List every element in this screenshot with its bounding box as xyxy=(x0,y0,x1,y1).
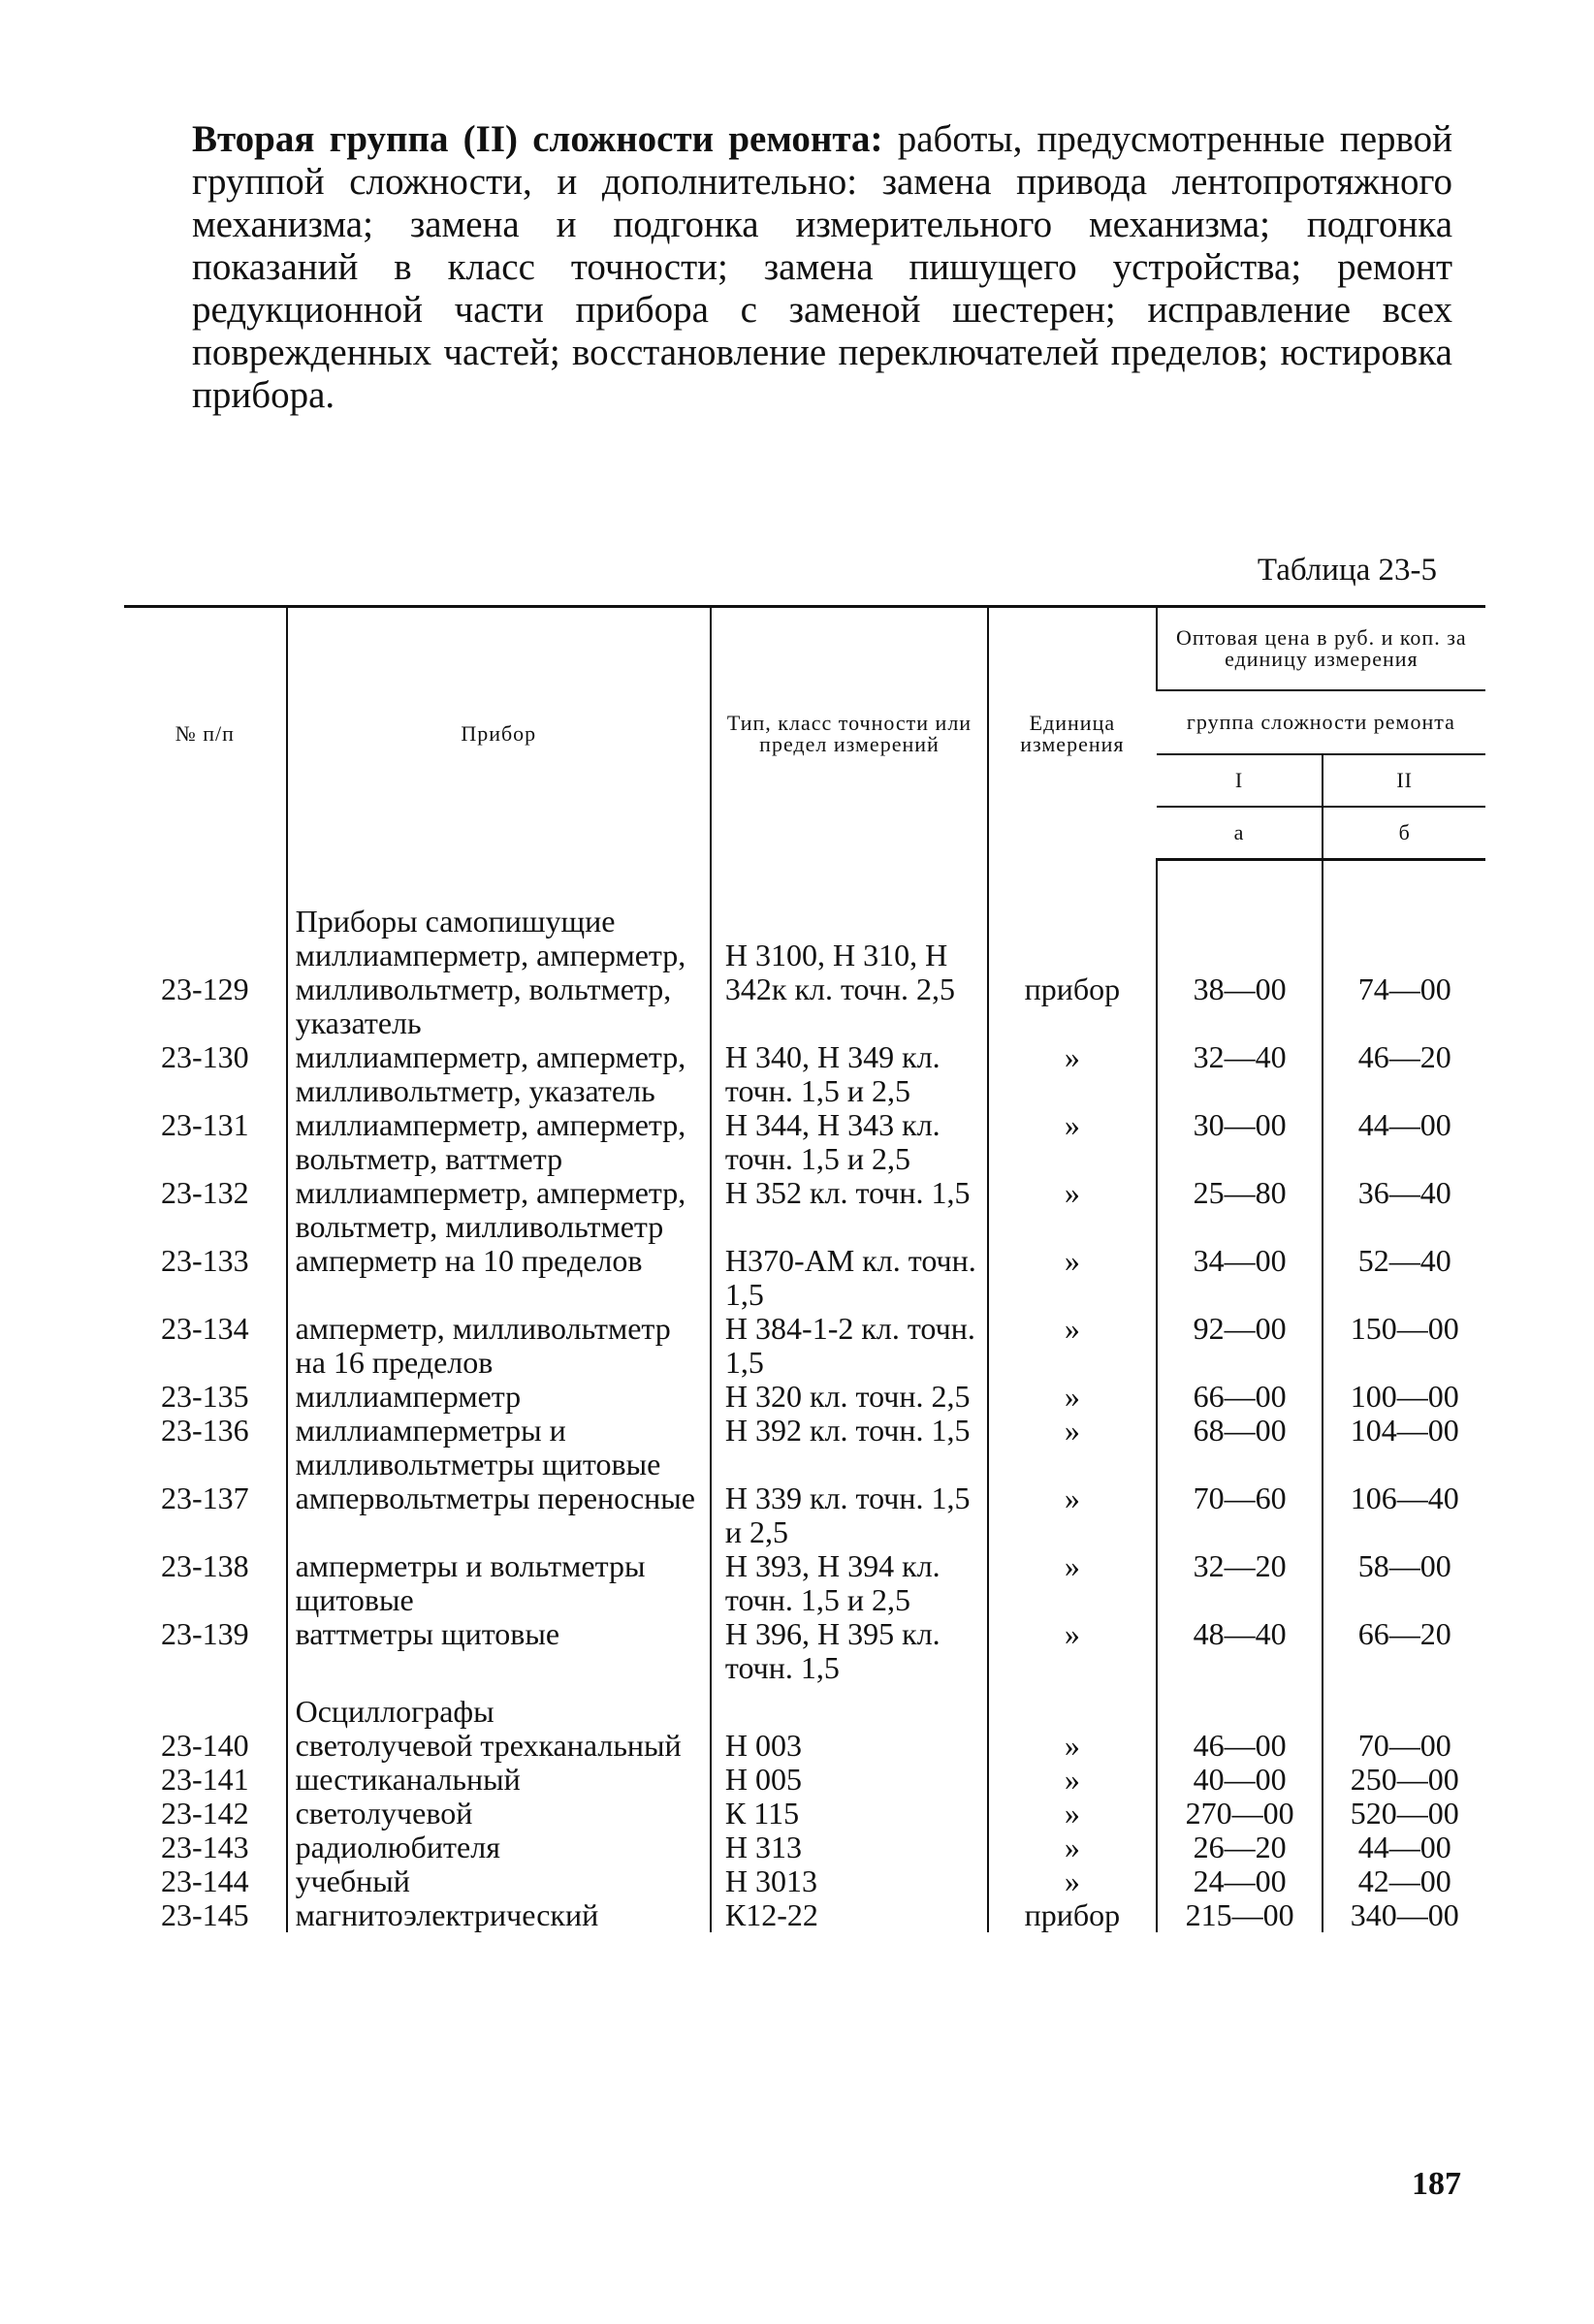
row-device: амперметр, милливольтметр на 16 пределов xyxy=(287,1312,711,1380)
row-num: 23-143 xyxy=(160,1829,249,1864)
row-price-1: 34—00 xyxy=(1157,1244,1323,1312)
header-group-1: I xyxy=(1157,754,1323,807)
row-price-1: 26—20 xyxy=(1157,1831,1323,1864)
row-device: миллиамперметр, амперметр, вольтметр, милливольтметр xyxy=(287,1176,711,1244)
table-row xyxy=(124,1831,1485,1864)
row-num: 23-131 xyxy=(160,1106,249,1142)
row-type: Н 005 xyxy=(711,1763,988,1797)
row-price-1: 32—20 xyxy=(1157,1549,1323,1617)
row-price-1: 30—00 xyxy=(1157,1108,1323,1176)
row-device: ампервольтметры переносные xyxy=(287,1481,711,1549)
row-unit: » xyxy=(988,1414,1157,1481)
row-num: 23-144 xyxy=(160,1862,249,1898)
row-type: Н 320 кл. точн. 2,5 xyxy=(711,1380,988,1414)
row-num: 23-139 xyxy=(160,1615,249,1651)
row-unit: » xyxy=(988,1244,1157,1312)
row-unit: » xyxy=(988,1312,1157,1380)
section-title-recorders: Приборы самопишущие xyxy=(287,860,711,939)
row-price-1: 32—40 xyxy=(1157,1040,1323,1108)
row-device: магнитоэлектрический xyxy=(287,1898,711,1932)
row-price-2: 104—00 xyxy=(1323,1414,1485,1481)
row-num: 23-135 xyxy=(160,1378,249,1414)
header-col-a: а xyxy=(1157,807,1323,860)
row-price-2: 520—00 xyxy=(1323,1797,1485,1831)
table-row xyxy=(124,1549,1485,1617)
header-price: Оптовая цена в руб. и коп. за единицу измерения xyxy=(1157,607,1485,691)
row-type: Н 339 кл. точн. 1,5 и 2,5 xyxy=(711,1481,988,1549)
row-unit: » xyxy=(988,1549,1157,1617)
row-price-1: 66—00 xyxy=(1157,1380,1323,1414)
row-device: миллиамперметр, амперметр, милливольтметр, указатель xyxy=(287,1040,711,1108)
row-device: светолучевой xyxy=(287,1797,711,1831)
row-unit: прибор xyxy=(988,1898,1157,1932)
row-device: учебный xyxy=(287,1864,711,1898)
row-price-2: 340—00 xyxy=(1323,1898,1485,1932)
row-num: 23-134 xyxy=(160,1310,249,1346)
row-price-2: 70—00 xyxy=(1323,1729,1485,1763)
row-unit: » xyxy=(988,1831,1157,1864)
table-caption: Таблица 23-5 xyxy=(1257,553,1437,588)
row-price-1: 40—00 xyxy=(1157,1763,1323,1797)
row-num: 23-130 xyxy=(160,1038,249,1074)
row-price-2: 46—20 xyxy=(1323,1040,1485,1108)
row-price-1: 70—60 xyxy=(1157,1481,1323,1549)
row-type: Н 396, Н 395 кл. точн. 1,5 xyxy=(711,1617,988,1685)
section-title-oscillographs: Осциллографы xyxy=(287,1685,711,1729)
row-type: Н 352 кл. точн. 1,5 xyxy=(711,1176,988,1244)
row-device: амперметры и вольтметры щитовые xyxy=(287,1549,711,1617)
row-unit: » xyxy=(988,1108,1157,1176)
row-price-2: 36—40 xyxy=(1323,1176,1485,1244)
table-row xyxy=(124,1617,1485,1685)
row-price-1: 270—00 xyxy=(1157,1797,1323,1831)
row-type: Н 393, Н 394 кл. точн. 1,5 и 2,5 xyxy=(711,1549,988,1617)
row-type: Н 3100, Н 310, Н 342к кл. точн. 2,5 xyxy=(711,939,988,1040)
row-num: 23-136 xyxy=(160,1412,249,1448)
row-device: шестиканальный xyxy=(287,1763,711,1797)
row-type: Н 3013 xyxy=(711,1864,988,1898)
row-num: 23-138 xyxy=(160,1547,249,1583)
row-num: 23-141 xyxy=(160,1761,249,1797)
row-price-2: 250—00 xyxy=(1323,1763,1485,1797)
row-price-1: 46—00 xyxy=(1157,1729,1323,1763)
header-col-b: б xyxy=(1323,807,1485,860)
row-type: Н 344, Н 343 кл. точн. 1,5 и 2,5 xyxy=(711,1108,988,1176)
row-type: Н370-АМ кл. точн. 1,5 xyxy=(711,1244,988,1312)
paragraph-text: работы, предусмотренные первой группой сложности, и дополнительно: замена привода лентопротяжного механизма; замена и подгонка измерительного механизма; подгонка показаний в класс точности; замена пишущего устройства; ремонт редукционной части прибора с заменой шестерен; исправление всех поврежденных частей; восстановление переключателей пределов; юстировка прибора. xyxy=(192,118,1453,416)
row-num: 23-133 xyxy=(160,1242,249,1278)
row-type: Н 384-1-2 кл. точн. 1,5 xyxy=(711,1312,988,1380)
header-group: группа сложности ремонта xyxy=(1157,690,1485,754)
row-price-2: 52—40 xyxy=(1323,1244,1485,1312)
table-row xyxy=(124,1244,1485,1312)
table-row xyxy=(124,1729,1485,1763)
table-body xyxy=(124,860,1485,1932)
row-price-1: 215—00 xyxy=(1157,1898,1323,1932)
row-unit: » xyxy=(988,1763,1157,1797)
header-num: № п/п xyxy=(124,607,287,860)
row-price-2: 44—00 xyxy=(1323,1108,1485,1176)
table-row xyxy=(124,1481,1485,1549)
table-row xyxy=(124,1380,1485,1414)
row-unit: » xyxy=(988,1176,1157,1244)
row-price-2: 44—00 xyxy=(1323,1831,1485,1864)
table-row xyxy=(124,1312,1485,1380)
row-price-2: 106—40 xyxy=(1323,1481,1485,1549)
row-device: миллиамперметр, амперметр, милливольтметр, вольтметр, указатель xyxy=(287,939,711,1040)
section-row xyxy=(124,1685,1485,1729)
table-row xyxy=(124,1108,1485,1176)
row-unit: » xyxy=(988,1617,1157,1685)
row-type: К 115 xyxy=(711,1797,988,1831)
row-price-2: 58—00 xyxy=(1323,1549,1485,1617)
table-row xyxy=(124,1797,1485,1831)
header-unit: Единица измерения xyxy=(988,607,1157,860)
header-device: Прибор xyxy=(287,607,711,860)
table-row xyxy=(124,939,1485,1040)
row-type: Н 003 xyxy=(711,1729,988,1763)
row-price-2: 66—20 xyxy=(1323,1617,1485,1685)
row-price-2: 150—00 xyxy=(1323,1312,1485,1380)
row-device: амперметр на 10 пределов xyxy=(287,1244,711,1312)
row-device: миллиамперметр, амперметр, вольтметр, ваттметр xyxy=(287,1108,711,1176)
row-num: 23-142 xyxy=(160,1795,249,1831)
page-number: 187 xyxy=(1412,2166,1461,2202)
row-price-2: 42—00 xyxy=(1323,1864,1485,1898)
row-num: 23-145 xyxy=(160,1896,249,1932)
table-row xyxy=(124,1763,1485,1797)
row-price-2: 100—00 xyxy=(1323,1380,1485,1414)
row-type: Н 340, Н 349 кл. точн. 1,5 и 2,5 xyxy=(711,1040,988,1108)
row-price-2: 74—00 xyxy=(1323,939,1485,1040)
row-type: К12-22 xyxy=(711,1898,988,1932)
row-num: 23-137 xyxy=(160,1480,249,1515)
row-num: 23-140 xyxy=(160,1727,249,1763)
row-unit: прибор xyxy=(988,939,1157,1040)
intro-paragraph xyxy=(192,118,1452,417)
row-unit: » xyxy=(988,1040,1157,1108)
row-device: радиолюбителя xyxy=(287,1831,711,1864)
table-row xyxy=(124,1864,1485,1898)
header-group-2: II xyxy=(1323,754,1485,807)
row-unit: » xyxy=(988,1864,1157,1898)
table-row xyxy=(124,1898,1485,1932)
row-type: Н 313 xyxy=(711,1831,988,1864)
header-type: Тип, класс точности или предел измерений xyxy=(711,607,988,860)
row-unit: » xyxy=(988,1380,1157,1414)
row-price-1: 25—80 xyxy=(1157,1176,1323,1244)
row-unit: » xyxy=(988,1797,1157,1831)
row-device: ваттметры щитовые xyxy=(287,1617,711,1685)
row-num: 23-129 xyxy=(160,971,249,1006)
row-price-1: 68—00 xyxy=(1157,1414,1323,1481)
paragraph-lead: Вторая группа (II) сложности ремонта: xyxy=(192,118,883,160)
section-row xyxy=(124,860,1485,939)
price-table xyxy=(124,605,1485,1932)
row-device: светолучевой трехканальный xyxy=(287,1729,711,1763)
row-price-1: 38—00 xyxy=(1157,939,1323,1040)
row-price-1: 92—00 xyxy=(1157,1312,1323,1380)
table-row xyxy=(124,1176,1485,1244)
row-price-1: 24—00 xyxy=(1157,1864,1323,1898)
table-row xyxy=(124,1040,1485,1108)
row-device: миллиамперметр xyxy=(287,1380,711,1414)
row-unit: » xyxy=(988,1729,1157,1763)
row-unit: » xyxy=(988,1481,1157,1549)
row-num: 23-132 xyxy=(160,1174,249,1210)
row-price-1: 48—40 xyxy=(1157,1617,1323,1685)
table-row xyxy=(124,1414,1485,1481)
row-device: миллиамперметры и милливольтметры щитовые xyxy=(287,1414,711,1481)
row-type: Н 392 кл. точн. 1,5 xyxy=(711,1414,988,1481)
